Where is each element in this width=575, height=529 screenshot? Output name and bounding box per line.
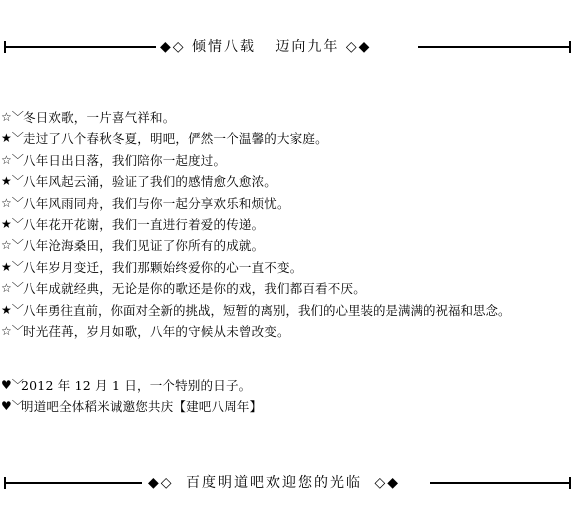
poem-line: [0, 128, 575, 149]
black-star-icon: ★﹀: [1, 259, 24, 274]
event-date-text: 2012 年 12 月 1 日，一个特别的日子。: [21, 378, 252, 393]
poem-line-text: 冬日欢歌，一片喜气祥和。: [23, 110, 176, 125]
black-star-icon: ★﹀: [1, 131, 24, 146]
poem-line: [0, 321, 575, 342]
black-star-icon: ★﹀: [1, 216, 24, 231]
poem-line-text: 八年风起云涌，验证了我们的感情愈久愈浓。: [23, 174, 278, 190]
poem-line: [0, 257, 575, 278]
white-star-icon: ☆﹀: [1, 281, 24, 296]
poem-line-text: 八年日出日落，我们陪你一起度过。: [23, 152, 227, 168]
poem-line: [0, 235, 575, 256]
poem-lines: [0, 107, 575, 342]
black-star-icon: ★﹀: [1, 302, 24, 317]
poem-line: [0, 193, 575, 214]
heart-icon: ♥﹀: [1, 399, 24, 414]
white-star-icon: ☆﹀: [1, 195, 24, 210]
footer-title: 百度明道吧欢迎您的光临: [186, 475, 362, 491]
poem-line-text: 八年花开花谢，我们一直进行着爱的传递。: [23, 216, 265, 232]
divider-right-line: [418, 46, 571, 48]
divider-left-line: [4, 46, 156, 48]
poem-line-text: 时光荏苒，岁月如歌，八年的守候从未曾改变。: [23, 323, 290, 339]
poem-line: [0, 150, 575, 171]
black-star-icon: ★﹀: [1, 174, 24, 189]
event-invite-text: 明道吧全体稻米诚邀您共庆【建吧八周年】: [21, 399, 263, 415]
poem-line: [0, 214, 575, 235]
header-title: 倾情八载 迈向九年: [192, 39, 340, 55]
divider-left-line: [4, 482, 142, 484]
white-star-icon: ☆﹀: [1, 323, 24, 338]
event-invite-line: [0, 396, 575, 417]
divider-right-line: [430, 482, 571, 484]
event-info: [0, 375, 575, 418]
poem-line-text: 八年成就经典，无论是你的歌还是你的戏，我们都百看不厌。: [23, 281, 366, 297]
header-left-ornament: ◆◇: [160, 39, 186, 55]
divider-right-tick: [569, 477, 571, 489]
white-star-icon: ☆﹀: [1, 238, 24, 253]
poem-line-text: 八年风雨同舟，我们与你一起分享欢乐和烦忧。: [23, 195, 290, 211]
poem-line-text: 八年岁月变迁，我们那颗始终爱你的心一直不变。: [23, 259, 303, 275]
poem-line: [0, 171, 575, 192]
header-divider: [0, 37, 575, 57]
poem-line-text: 八年勇往直前，你面对全新的挑战，短暂的离别，我们的心里装的是满满的祝福和思念。: [23, 302, 511, 318]
footer-title-group: [148, 473, 400, 493]
poem-line-text: 走过了八个春秋冬夏，明吧，俨然一个温馨的大家庭。: [23, 131, 328, 147]
heart-icon: ♥﹀: [1, 378, 24, 392]
footer-right-ornament: ◇◆: [374, 475, 400, 491]
poem-line: [0, 300, 575, 321]
white-star-icon: ☆﹀: [1, 110, 24, 124]
header-title-group: [160, 37, 371, 57]
event-date-line: [0, 375, 575, 396]
poem-line: [0, 107, 575, 128]
poem-line-text: 八年沧海桑田，我们见证了你所有的成就。: [23, 238, 265, 254]
poem-line: [0, 278, 575, 299]
header-right-ornament: ◇◆: [345, 39, 372, 55]
white-star-icon: ☆﹀: [1, 152, 24, 167]
divider-right-tick: [569, 41, 571, 53]
footer-left-ornament: ◆◇: [148, 475, 174, 491]
footer-divider: [0, 473, 575, 493]
